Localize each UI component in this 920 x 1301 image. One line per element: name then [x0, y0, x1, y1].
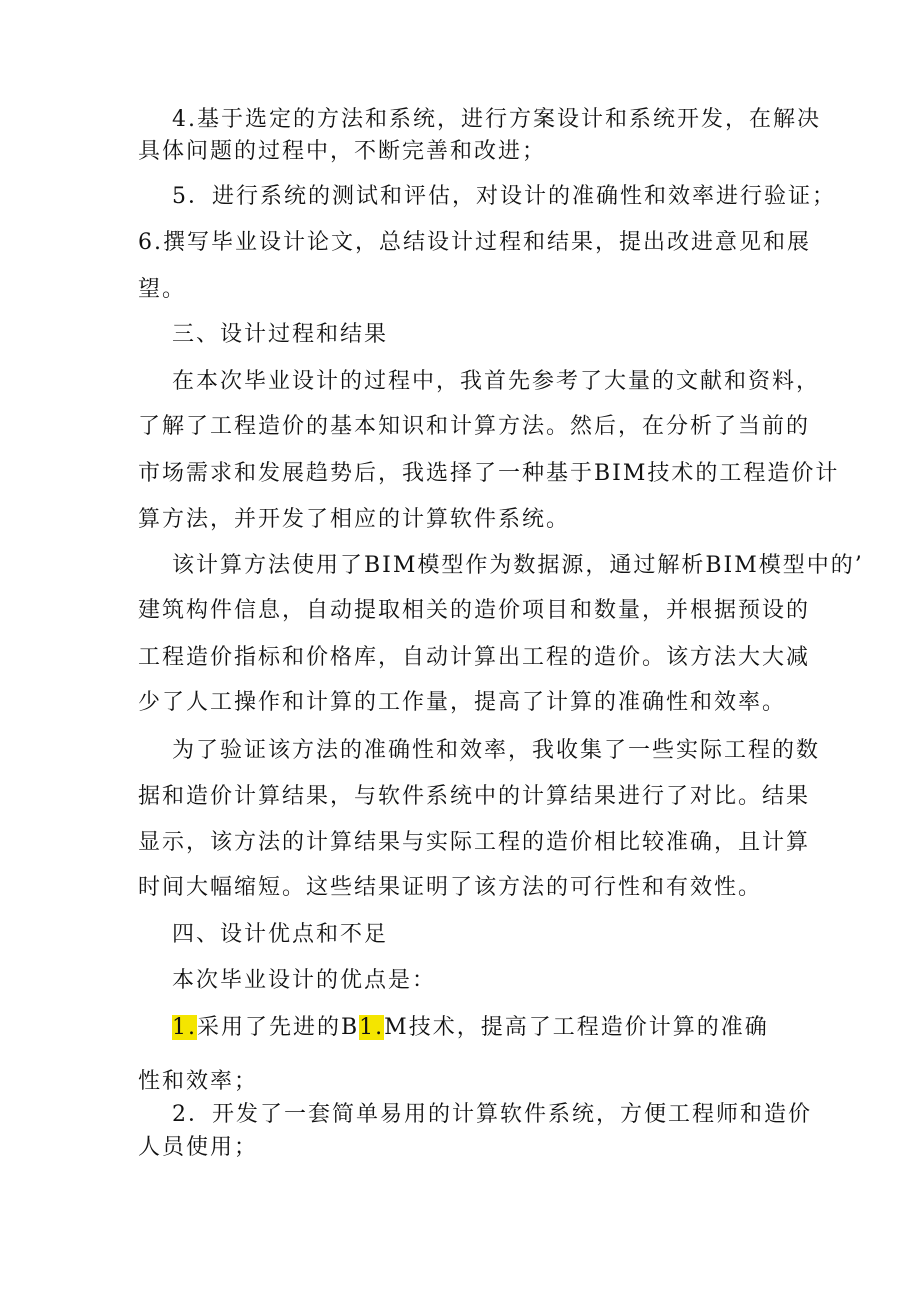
highlighted-marker: 1.: [359, 1015, 385, 1040]
list-item-1: [172, 1015, 769, 1041]
text-line: 时间大幅缩短。这些结果证明了该方法的可行性和有效性。: [138, 875, 763, 900]
text-line: 该计算方法使用了BIM模型作为数据源，通过解析BIM模型中的’: [172, 553, 864, 578]
section-heading: 三、设计过程和结果: [172, 322, 389, 347]
text-line: 5．进行系统的测试和评估，对设计的准确性和效率进行验证；: [172, 184, 836, 209]
list-item-2: 2．开发了一套简单易用的计算软件系统，方便工程师和造价: [172, 1102, 812, 1127]
text-line: 市场需求和发展趋势后，我选择了一种基于BIM技术的工程造价计: [138, 461, 840, 486]
text-line: 本次毕业设计的优点是：: [172, 968, 437, 993]
text-line: 少了人工操作和计算的工作量，提高了计算的准确性和效率。: [138, 690, 787, 715]
list-item-text: M技术，提高了工程造价计算的准确: [384, 1015, 769, 1040]
list-item-text: 采用了先进的B: [197, 1015, 360, 1040]
highlighted-marker: 1.: [172, 1015, 197, 1040]
text-line: 性和效率；: [138, 1069, 259, 1094]
text-line: 显示，该方法的计算结果与实际工程的造价相比较准确，且计算: [138, 830, 811, 855]
text-line: 4.基于选定的方法和系统，进行方案设计和系统开发，在解决: [172, 107, 821, 132]
text-line: 算方法，并开发了相应的计算软件系统。: [138, 507, 571, 532]
text-line: 在本次毕业设计的过程中，我首先参考了大量的文献和资料，: [172, 369, 821, 394]
text-line: 建筑构件信息，自动提取相关的造价项目和数量，并根据预设的: [138, 598, 811, 623]
text-line: 工程造价指标和价格库，自动计算出工程的造价。该方法大大减: [138, 645, 811, 670]
text-line: 为了验证该方法的准确性和效率，我收集了一些实际工程的数: [172, 738, 821, 763]
text-line: 具体问题的过程中，不断完善和改进；: [138, 139, 547, 164]
text-line: 人员使用；: [138, 1135, 259, 1160]
text-line: 望。: [138, 277, 187, 302]
text-line: 据和造价计算结果，与软件系统中的计算结果进行了对比。结果: [138, 784, 811, 809]
section-heading: 四、设计优点和不足: [172, 922, 389, 947]
text-line: 了解了工程造价的基本知识和计算方法。然后，在分析了当前的: [138, 414, 811, 439]
text-line: 6.撰写毕业设计论文，总结设计过程和结果，提出改进意见和展: [138, 230, 811, 255]
